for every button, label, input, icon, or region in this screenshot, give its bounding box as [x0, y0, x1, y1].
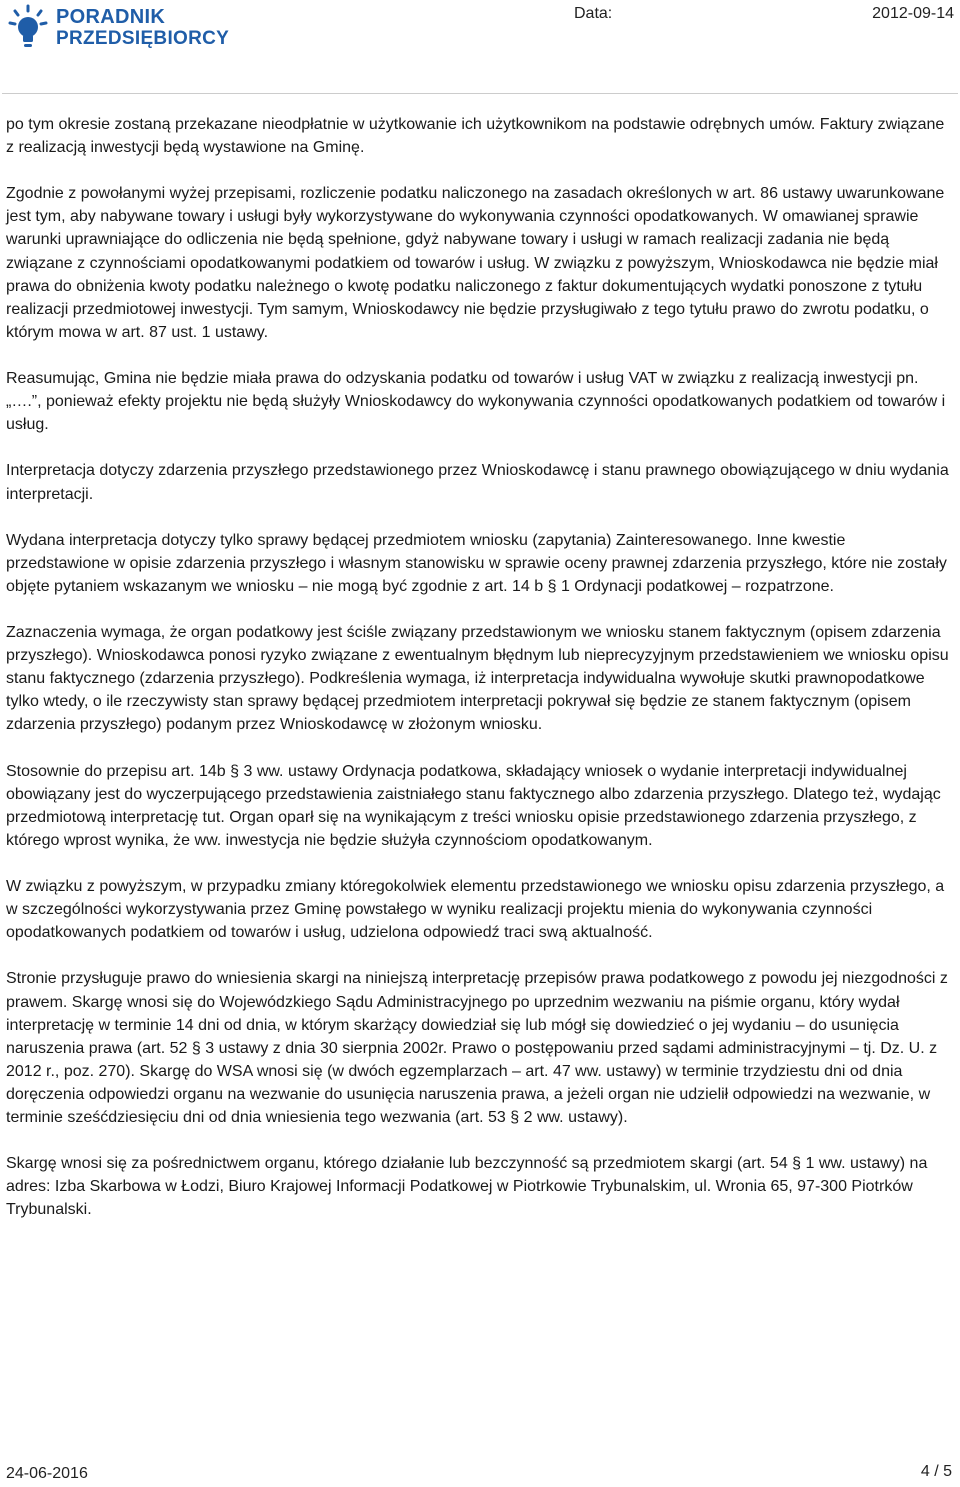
logo-line-1: PORADNIK — [56, 6, 166, 28]
footer-date: 24-06-2016 — [6, 1465, 88, 1482]
document-body — [6, 113, 952, 1245]
paragraph: Reasumując, Gmina nie będzie miała prawa do odzyskania podatku od towarów i usług VAT w związku z realizacją inwestycji pn. „….”, ponieważ efekty projektu nie będą służyły Wnioskodawcy do wykonywania czynności opodatkowanych podatkiem od towarów i usług. — [6, 370, 946, 434]
page-footer — [0, 1438, 960, 1487]
paragraph: Wydana interpretacja dotyczy tylko sprawy będącej przedmiotem wniosku (zapytania) Zainteresowanego. Inne kwestie przedstawione w opisie zdarzenia przyszłego i własnym stanowisku w sprawie oceny prawnej zdarzenia przyszłego, które nie zostały objęte pytaniem wskazanym we wniosku – nie mogą być zgodnie z art. 14 b § 1 Ordynacji podatkowej – rozpatrzone. — [6, 531, 947, 595]
logo-line-2: PRZEDSIĘBIORCY — [56, 28, 230, 49]
lightbulb-icon — [6, 3, 50, 51]
date-label: Data: — [574, 5, 613, 22]
paragraph: po tym okresie zostaną przekazane nieodpłatnie w użytkowanie ich użytkownikom na podstawie odrębnych umów. Faktury związane z realizacją inwestycji będą wystawione na Gminę. — [6, 116, 945, 157]
date-value: 2012-09-14 — [872, 5, 954, 22]
page-header — [0, 0, 960, 58]
paragraph: Zgodnie z powołanymi wyżej przepisami, rozliczenie podatku naliczonego na zasadach określonych w art. 86 ustawy uwarunkowane jest tym, aby nabywane towary i usługi były wykorzystywane do wykonywania czynności opodatkowanych. W omawianej sprawie warunki uprawniające do odliczenia nie będą spełnione, gdyż nabywane towary i usługi w ramach realizacji zadania nie będą związane z czynnościami opodatkowanymi podatkiem od towarów i usług. W związku z powyższym, Wnioskodawca nie będzie miał prawa do obniżenia kwoty podatku należnego o kwotę podatku naliczonego z faktur dokumentujących wydatki ponoszone z tytułu realizacji przedmiotowej inwestycji. Tym samym, Wnioskodawcy nie będzie przysługiwało z tego tytułu prawo do zwrotu podatku, o którym mowa w art. 87 ust. 1 ustawy. — [6, 185, 945, 341]
logo-text — [56, 7, 229, 49]
header-divider — [2, 93, 958, 94]
page-number: 4 / 5 — [920, 1463, 952, 1480]
paragraph: Stosownie do przepisu art. 14b § 3 ww. ustawy Ordynacja podatkowa, składający wniosek o wydanie interpretacji indywidualnej obowiązany jest do wyczerpującego przedstawienia zaistniałego stanu faktycznego albo zdarzenia przyszłego. Dlatego też, wydając przedmiotową interpretację tut. Organ oparł się na wynikającym z treści wniosku opisie przedstawionego zdarzenia przyszłego, z którego wprost wynika, że ww. inwestycja nie będzie służyła czynnościom opodatkowanym. — [6, 762, 941, 849]
paragraph: Interpretacja dotyczy zdarzenia przyszłego przedstawionego przez Wnioskodawcę i stanu prawnego obowiązującego w dniu wydania interpretacji. — [6, 462, 949, 503]
paragraph: W związku z powyższym, w przypadku zmiany któregokolwiek elementu przedstawionego we wniosku opisu zdarzenia przyszłego, a w szczególności wykorzystywania przez Gminę powstałego w wyniku realizacji projektu mienia do wykonywania czynności opodatkowanych podatkiem od towarów i usług, udzielona odpowiedź traci swą aktualność. — [6, 878, 945, 942]
poradnik-logo[interactable] — [6, 3, 230, 51]
paragraph: Stronie przysługuje prawo do wniesienia skargi na niniejszą interpretację przepisów prawa podatkowego z powodu jej niezgodności z prawem. Skargę wnosi się do Wojewódzkiego Sądu Administracyjnego po uprzednim wezwaniu na piśmie organu, który wydał interpretację w terminie 14 dni od dnia, w którym skarżący dowiedział się lub mógł się dowiedzieć o jej wydaniu – do usunięcia naruszenia prawa (art. 52 § 3 ustawy z dnia 30 sierpnia 2002r. Prawo o postępowaniu przed sądami administracyjnymi – tj. Dz. U. z 2012 r., poz. 270). Skargę do WSA wnosi się (w dwóch egzemplarzach – art. 47 ww. ustawy) w terminie trzydziestu dni od dnia doręczenia odpowiedzi organu na wezwanie do usunięcia naruszenia prawa, a jeżeli organ nie udzielił odpowiedzi na wezwanie, w terminie sześćdziesięciu dni od dnia wniesienia tego wezwania (art. 53 § 2 ww. ustawy). — [6, 970, 948, 1127]
paragraph: Zaznaczenia wymaga, że organ podatkowy jest ściśle związany przedstawionym we wniosku stanem faktycznym (opisem zdarzenia przyszłego). Wnioskodawca ponosi ryzyko związane z ewentualnym błędnym lub nieprecyzyjnym przedstawieniem we wniosku opisu stanu faktycznego (zdarzenia przyszłego). Podkreślenia wymaga, iż interpretacja indywidualna wywołuje skutki prawnopodatkowe tylko wtedy, o ile rzeczywisty stan sprawy będącej przedmiotem interpretacji pokrywał się będzie ze stanem faktycznym (opisem zdarzenia przyszłego) podanym przez Wnioskodawcę w złożonym wniosku. — [6, 624, 949, 734]
paragraph: Skargę wnosi się za pośrednictwem organu, którego działanie lub bezczynność są przedmiotem skargi (art. 54 § 1 ww. ustawy) na adres: Izba Skarbowa w Łodzi, Biuro Krajowej Informacji Podatkowej w Piotrkowie Trybunalskim, ul. Wronia 65, 97-300 Piotrków Trybunalski. — [6, 1155, 928, 1219]
